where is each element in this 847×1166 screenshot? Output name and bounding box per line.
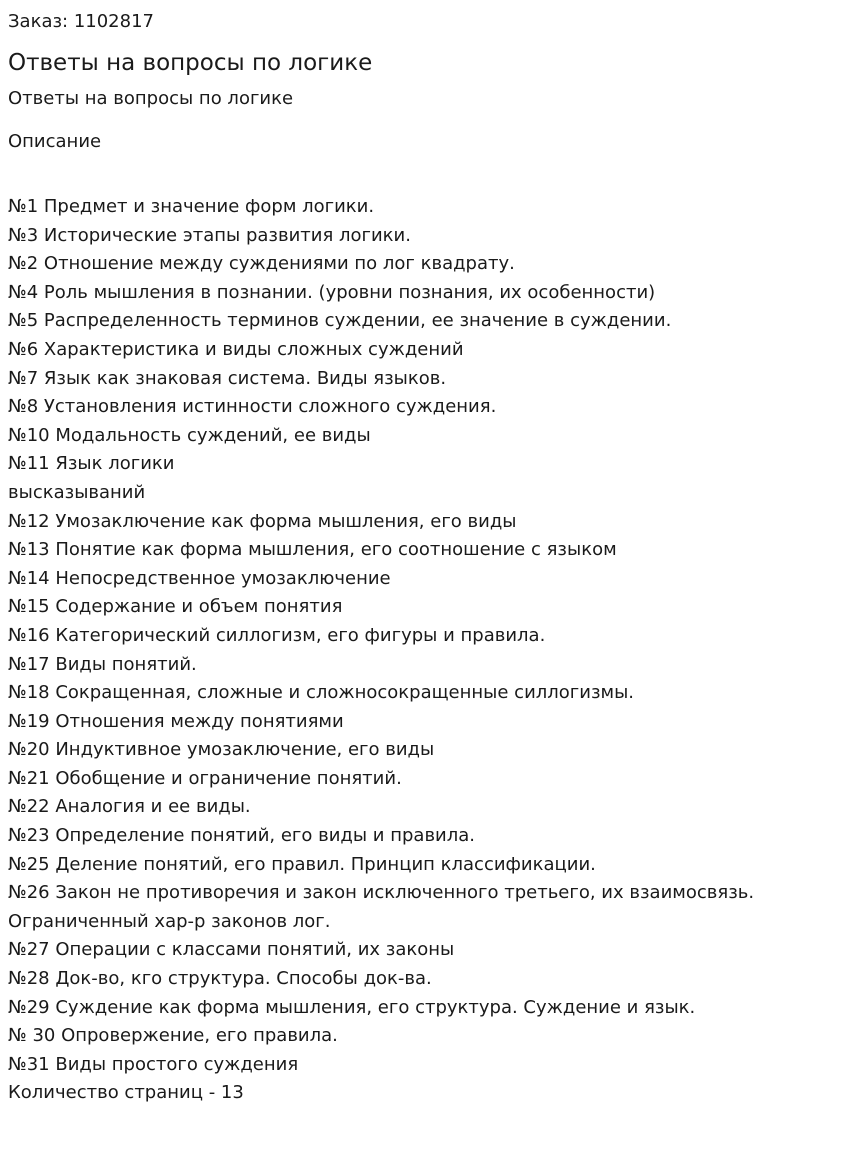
question-list <box>8 193 838 1108</box>
list-item: №29 Суждение как форма мышления, его структура. Суждение и язык. <box>8 996 696 1018</box>
list-item: №15 Содержание и объем понятия <box>8 596 343 618</box>
list-item: №2 Отношение между суждениями по лог квадрату. <box>8 253 515 275</box>
page-title: Ответы на вопросы по логике <box>8 50 373 76</box>
list-item: №8 Установления истинности сложного суждения. <box>8 396 497 418</box>
list-item: высказываний <box>8 481 146 503</box>
list-item: №13 Понятие как форма мышления, его соотношение с языком <box>8 539 617 561</box>
list-item: №11 Язык логики <box>8 453 175 475</box>
list-item: Ограниченный хар-р законов лог. <box>8 910 331 932</box>
page-subtitle: Ответы на вопросы по логике <box>8 88 294 109</box>
list-item: №31 Виды простого суждения <box>8 1053 299 1075</box>
list-item: №19 Отношения между понятиями <box>8 710 344 732</box>
list-item: №28 Док-во, кго структура. Способы док-ва. <box>8 968 432 990</box>
list-item: №1 Предмет и значение форм логики. <box>8 196 375 217</box>
list-item: №16 Категорический силлогизм, его фигуры и правила. <box>8 624 546 646</box>
list-item: №17 Виды понятий. <box>8 653 197 675</box>
list-item: №18 Сокращенная, сложные и сложносокращенные силлогизмы. <box>8 682 635 704</box>
list-item: №10 Модальность суждений, ее виды <box>8 424 371 446</box>
list-item: №6 Характеристика и виды сложных суждений <box>8 338 464 360</box>
list-item: Количество страниц - 13 <box>8 1082 244 1104</box>
list-item: №27 Операции с классами понятий, их законы <box>8 939 455 961</box>
list-item: №23 Определение понятий, его виды и правила. <box>8 825 476 847</box>
list-item: №25 Деление понятий, его правил. Принцип классификации. <box>8 853 596 875</box>
list-item: №14 Непосредственное умозаключение <box>8 567 391 589</box>
list-item: №3 Исторические этапы развития логики. <box>8 224 411 246</box>
description-heading: Описание <box>8 131 102 152</box>
list-item: №7 Язык как знаковая система. Виды языков. <box>8 367 447 389</box>
list-item: № 30 Опровержение, его правила. <box>8 1025 338 1047</box>
list-item: №5 Распределенность терминов суждении, ее значение в суждении. <box>8 310 672 332</box>
list-item: №21 Обобщение и ограничение понятий. <box>8 767 402 789</box>
order-number: Заказ: 1102817 <box>8 11 154 32</box>
list-item: №26 Закон не противоречия и закон исключенного третьего, их взаимосвязь. <box>8 882 755 904</box>
list-item: №20 Индуктивное умозаключение, его виды <box>8 739 435 761</box>
list-item: №22 Аналогия и ее виды. <box>8 796 251 818</box>
list-item: №4 Роль мышления в познании. (уровни познания, их особенности) <box>8 281 656 303</box>
list-item: №12 Умозаключение как форма мышления, его виды <box>8 510 517 532</box>
